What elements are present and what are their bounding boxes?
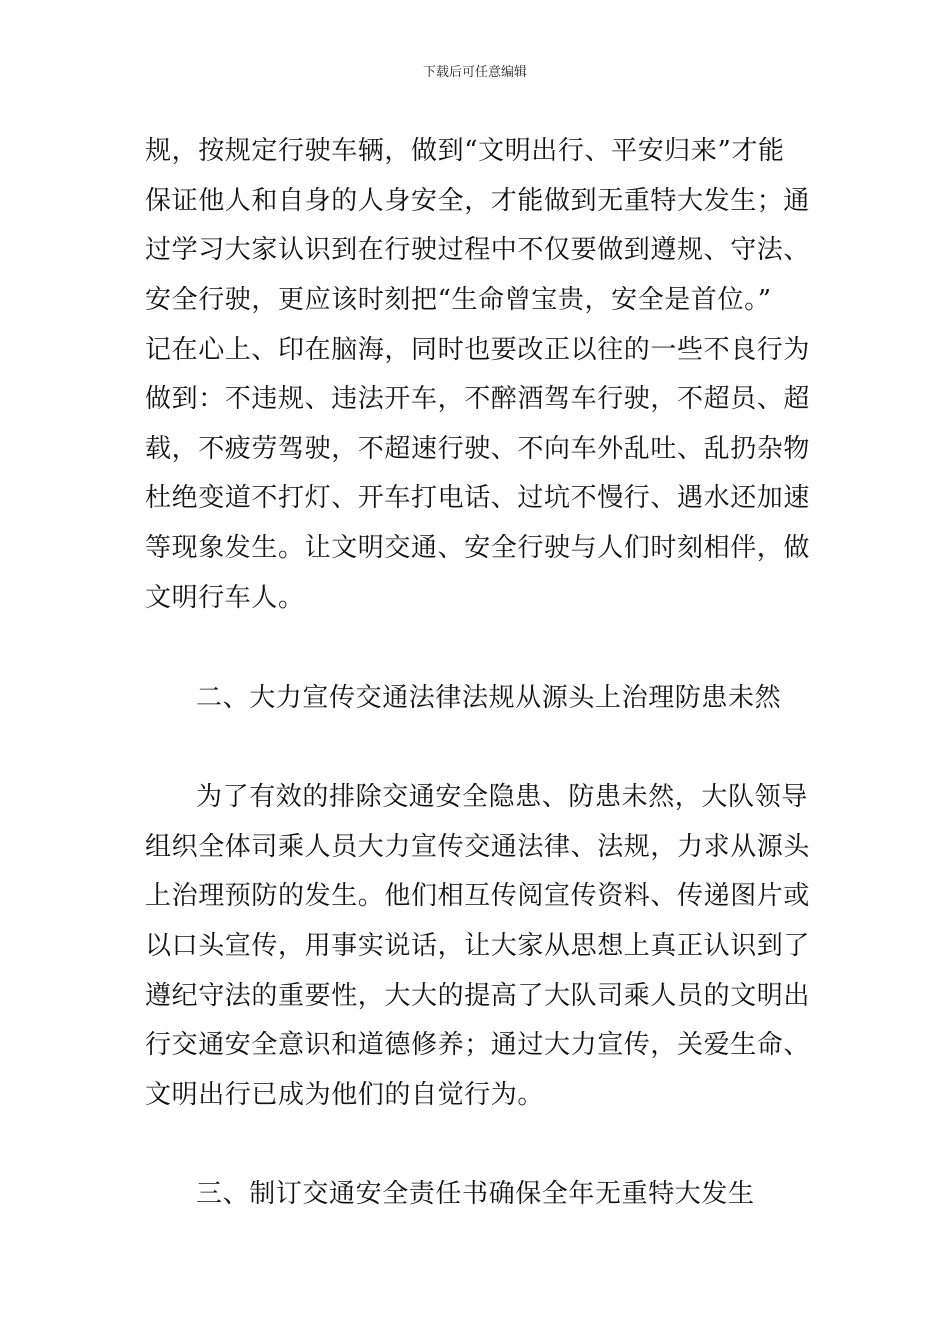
paragraph-line: 等现象发生。让文明交通、安全行驶与人们时刻相伴，做	[145, 533, 811, 563]
section-heading-2: 二、大力宣传交通法律法规从源头上治理防患未然	[196, 683, 782, 713]
paragraph-line: 保证他人和自身的人身安全，才能做到无重特大发生；通	[145, 186, 811, 216]
paragraph-line: 以口头宣传，用事实说话，让大家从思想上真正认识到了	[145, 931, 811, 961]
paragraph-line: 文明出行已成为他们的自觉行为。	[145, 1080, 545, 1110]
paragraph-line: 行交通安全意识和道德修养；通过大力宣传，关爱生命、	[145, 1030, 811, 1060]
header-note: 下载后可任意编辑	[422, 65, 527, 80]
paragraph-line: 载，不疲劳驾驶，不超速行驶、不向车外乱吐、乱扔杂物	[145, 434, 811, 464]
paragraph-line: 为了有效的排除交通安全隐患、防患未然，大队领导	[196, 782, 808, 812]
section-heading-3: 三、制订交通安全责任书确保全年无重特大发生	[196, 1179, 755, 1209]
paragraph-line: 上治理预防的发生。他们相互传阅宣传资料、传递图片或	[145, 881, 811, 911]
paragraph-line: 安全行驶，更应该时刻把“生命曾宝贵，安全是首位。”	[145, 285, 772, 315]
paragraph-line: 规，按规定行驶车辆，做到“文明出行、平安归来”才能	[145, 136, 785, 166]
paragraph-line: 文明行车人。	[145, 583, 305, 613]
paragraph-line: 杜绝变道不打灯、开车打电话、过坑不慢行、遇水还加速	[145, 483, 811, 513]
paragraph-line: 组织全体司乘人员大力宣传交通法律、法规，力求从源头	[145, 832, 811, 862]
paragraph-line: 做到：不违规、违法开车，不醉酒驾车行驶，不超员、超	[145, 384, 811, 414]
paragraph-line: 遵纪守法的重要性，大大的提高了大队司乘人员的文明出	[145, 981, 811, 1011]
paragraph-line: 记在心上、印在脑海，同时也要改正以往的一些不良行为	[145, 335, 811, 365]
paragraph-line: 过学习大家认识到在行驶过程中不仅要做到遵规、守法、	[145, 235, 811, 265]
